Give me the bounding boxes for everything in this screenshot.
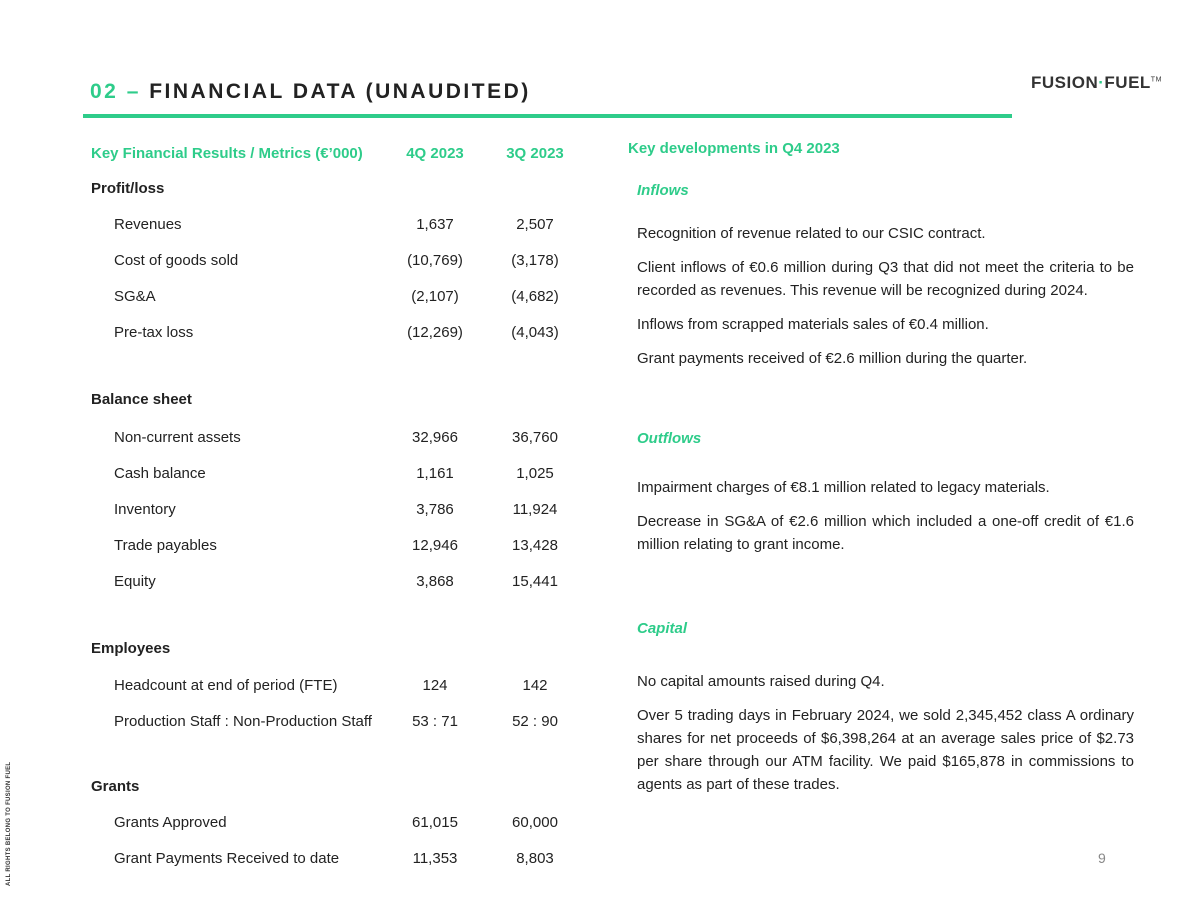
inflows-heading: Inflows bbox=[637, 182, 689, 199]
row-value-4q: 124 bbox=[422, 677, 448, 694]
title-underline bbox=[83, 114, 1012, 118]
row-value-3q: 1,025 bbox=[516, 465, 554, 482]
table-header-label: Key Financial Results / Metrics (€’000) bbox=[91, 145, 363, 162]
paragraph: Over 5 trading days in February 2024, we sold 2,345,452 class A ordinary shares for net proceeds of $6,398,264 at an average sales price of $2.73 per share through our ATM facility. We paid $165,878 in commissions to agents as part of these trades. bbox=[637, 707, 1134, 793]
row-value-4q: 61,015 bbox=[412, 814, 458, 831]
capital-heading: Capital bbox=[637, 620, 688, 637]
row-value-3q: 52 : 90 bbox=[512, 713, 558, 730]
inflows-block bbox=[637, 222, 1134, 370]
row-value-4q: (2,107) bbox=[411, 288, 459, 305]
row-value-4q: 32,966 bbox=[412, 429, 458, 446]
row-label: Trade payables bbox=[114, 537, 217, 554]
row-label: Revenues bbox=[114, 216, 182, 233]
row-value-4q: 1,161 bbox=[416, 465, 454, 482]
row-label: Non-current assets bbox=[114, 429, 241, 446]
row-label: SG&A bbox=[114, 288, 156, 305]
row-label: Production Staff : Non-Production Staff bbox=[114, 713, 372, 730]
row-value-3q: (3,178) bbox=[511, 252, 559, 269]
row-label: Grants Approved bbox=[114, 814, 227, 831]
row-value-3q: 36,760 bbox=[512, 429, 558, 446]
logo-trademark: TM bbox=[1150, 76, 1162, 84]
row-value-4q: 11,353 bbox=[412, 850, 458, 867]
paragraph: Decrease in SG&A of €2.6 million which included a one-off credit of €1.6 million relating to grant income. bbox=[637, 513, 1134, 553]
title-text: FINANCIAL DATA (UNAUDITED) bbox=[149, 80, 531, 103]
row-value-3q: 142 bbox=[522, 677, 548, 694]
outflows-block bbox=[637, 476, 1134, 556]
logo-dot: · bbox=[1098, 73, 1105, 92]
paragraph: Inflows from scrapped materials sales of €0.4 million. bbox=[637, 316, 989, 333]
outflows-heading: Outflows bbox=[637, 430, 702, 447]
paragraph: Client inflows of €0.6 million during Q3 that did not meet the criteria to be recorded as revenues. This revenue will be recognized during 2024. bbox=[637, 259, 1134, 299]
row-value-3q: 15,441 bbox=[512, 573, 558, 590]
row-label: Cost of goods sold bbox=[114, 252, 239, 269]
row-label: Pre-tax loss bbox=[114, 324, 194, 341]
row-value-3q: 60,000 bbox=[512, 814, 558, 831]
row-value-4q: 3,868 bbox=[416, 573, 454, 590]
row-value-4q: 53 : 71 bbox=[412, 713, 458, 730]
row-label: Equity bbox=[114, 573, 156, 590]
paragraph: Grant payments received of €2.6 million during the quarter. bbox=[637, 350, 1028, 367]
company-logo bbox=[1031, 73, 1162, 93]
logo-text-right: FUEL bbox=[1104, 73, 1151, 92]
rights-note: ALL RIGHTS BELONG TO FUSION FUEL bbox=[6, 761, 12, 886]
page-number: 9 bbox=[1098, 850, 1106, 866]
table-header-4q2023: 4Q 2023 bbox=[406, 145, 464, 162]
row-label: Inventory bbox=[114, 501, 176, 518]
row-value-3q: (4,682) bbox=[511, 288, 559, 305]
section-number: 02 – bbox=[90, 80, 141, 103]
logo-text-left: FUSION bbox=[1031, 73, 1099, 92]
row-value-4q: (10,769) bbox=[407, 252, 463, 269]
row-label: Headcount at end of period (FTE) bbox=[114, 677, 338, 694]
page-title bbox=[90, 80, 531, 104]
row-value-4q: 3,786 bbox=[416, 501, 454, 518]
paragraph: Recognition of revenue related to our CSIC contract. bbox=[637, 225, 986, 242]
row-value-3q: 11,924 bbox=[512, 501, 558, 518]
row-value-3q: (4,043) bbox=[511, 324, 559, 341]
section-title: Profit/loss bbox=[91, 180, 165, 197]
row-label: Cash balance bbox=[114, 465, 206, 482]
row-label: Grant Payments Received to date bbox=[114, 850, 340, 867]
paragraph: No capital amounts raised during Q4. bbox=[637, 673, 885, 690]
row-value-4q: (12,269) bbox=[407, 324, 463, 341]
developments-title: Key developments in Q4 2023 bbox=[628, 140, 840, 157]
capital-block bbox=[637, 670, 1134, 796]
table-header-3q2023: 3Q 2023 bbox=[506, 145, 564, 162]
section-title: Balance sheet bbox=[91, 391, 192, 408]
paragraph: Impairment charges of €8.1 million related to legacy materials. bbox=[637, 479, 1050, 496]
row-value-4q: 1,637 bbox=[416, 216, 454, 233]
row-value-3q: 8,803 bbox=[516, 850, 554, 867]
row-value-3q: 13,428 bbox=[512, 537, 558, 554]
section-title: Employees bbox=[91, 640, 171, 657]
section-title: Grants bbox=[91, 778, 140, 795]
row-value-3q: 2,507 bbox=[516, 216, 554, 233]
row-value-4q: 12,946 bbox=[412, 537, 458, 554]
